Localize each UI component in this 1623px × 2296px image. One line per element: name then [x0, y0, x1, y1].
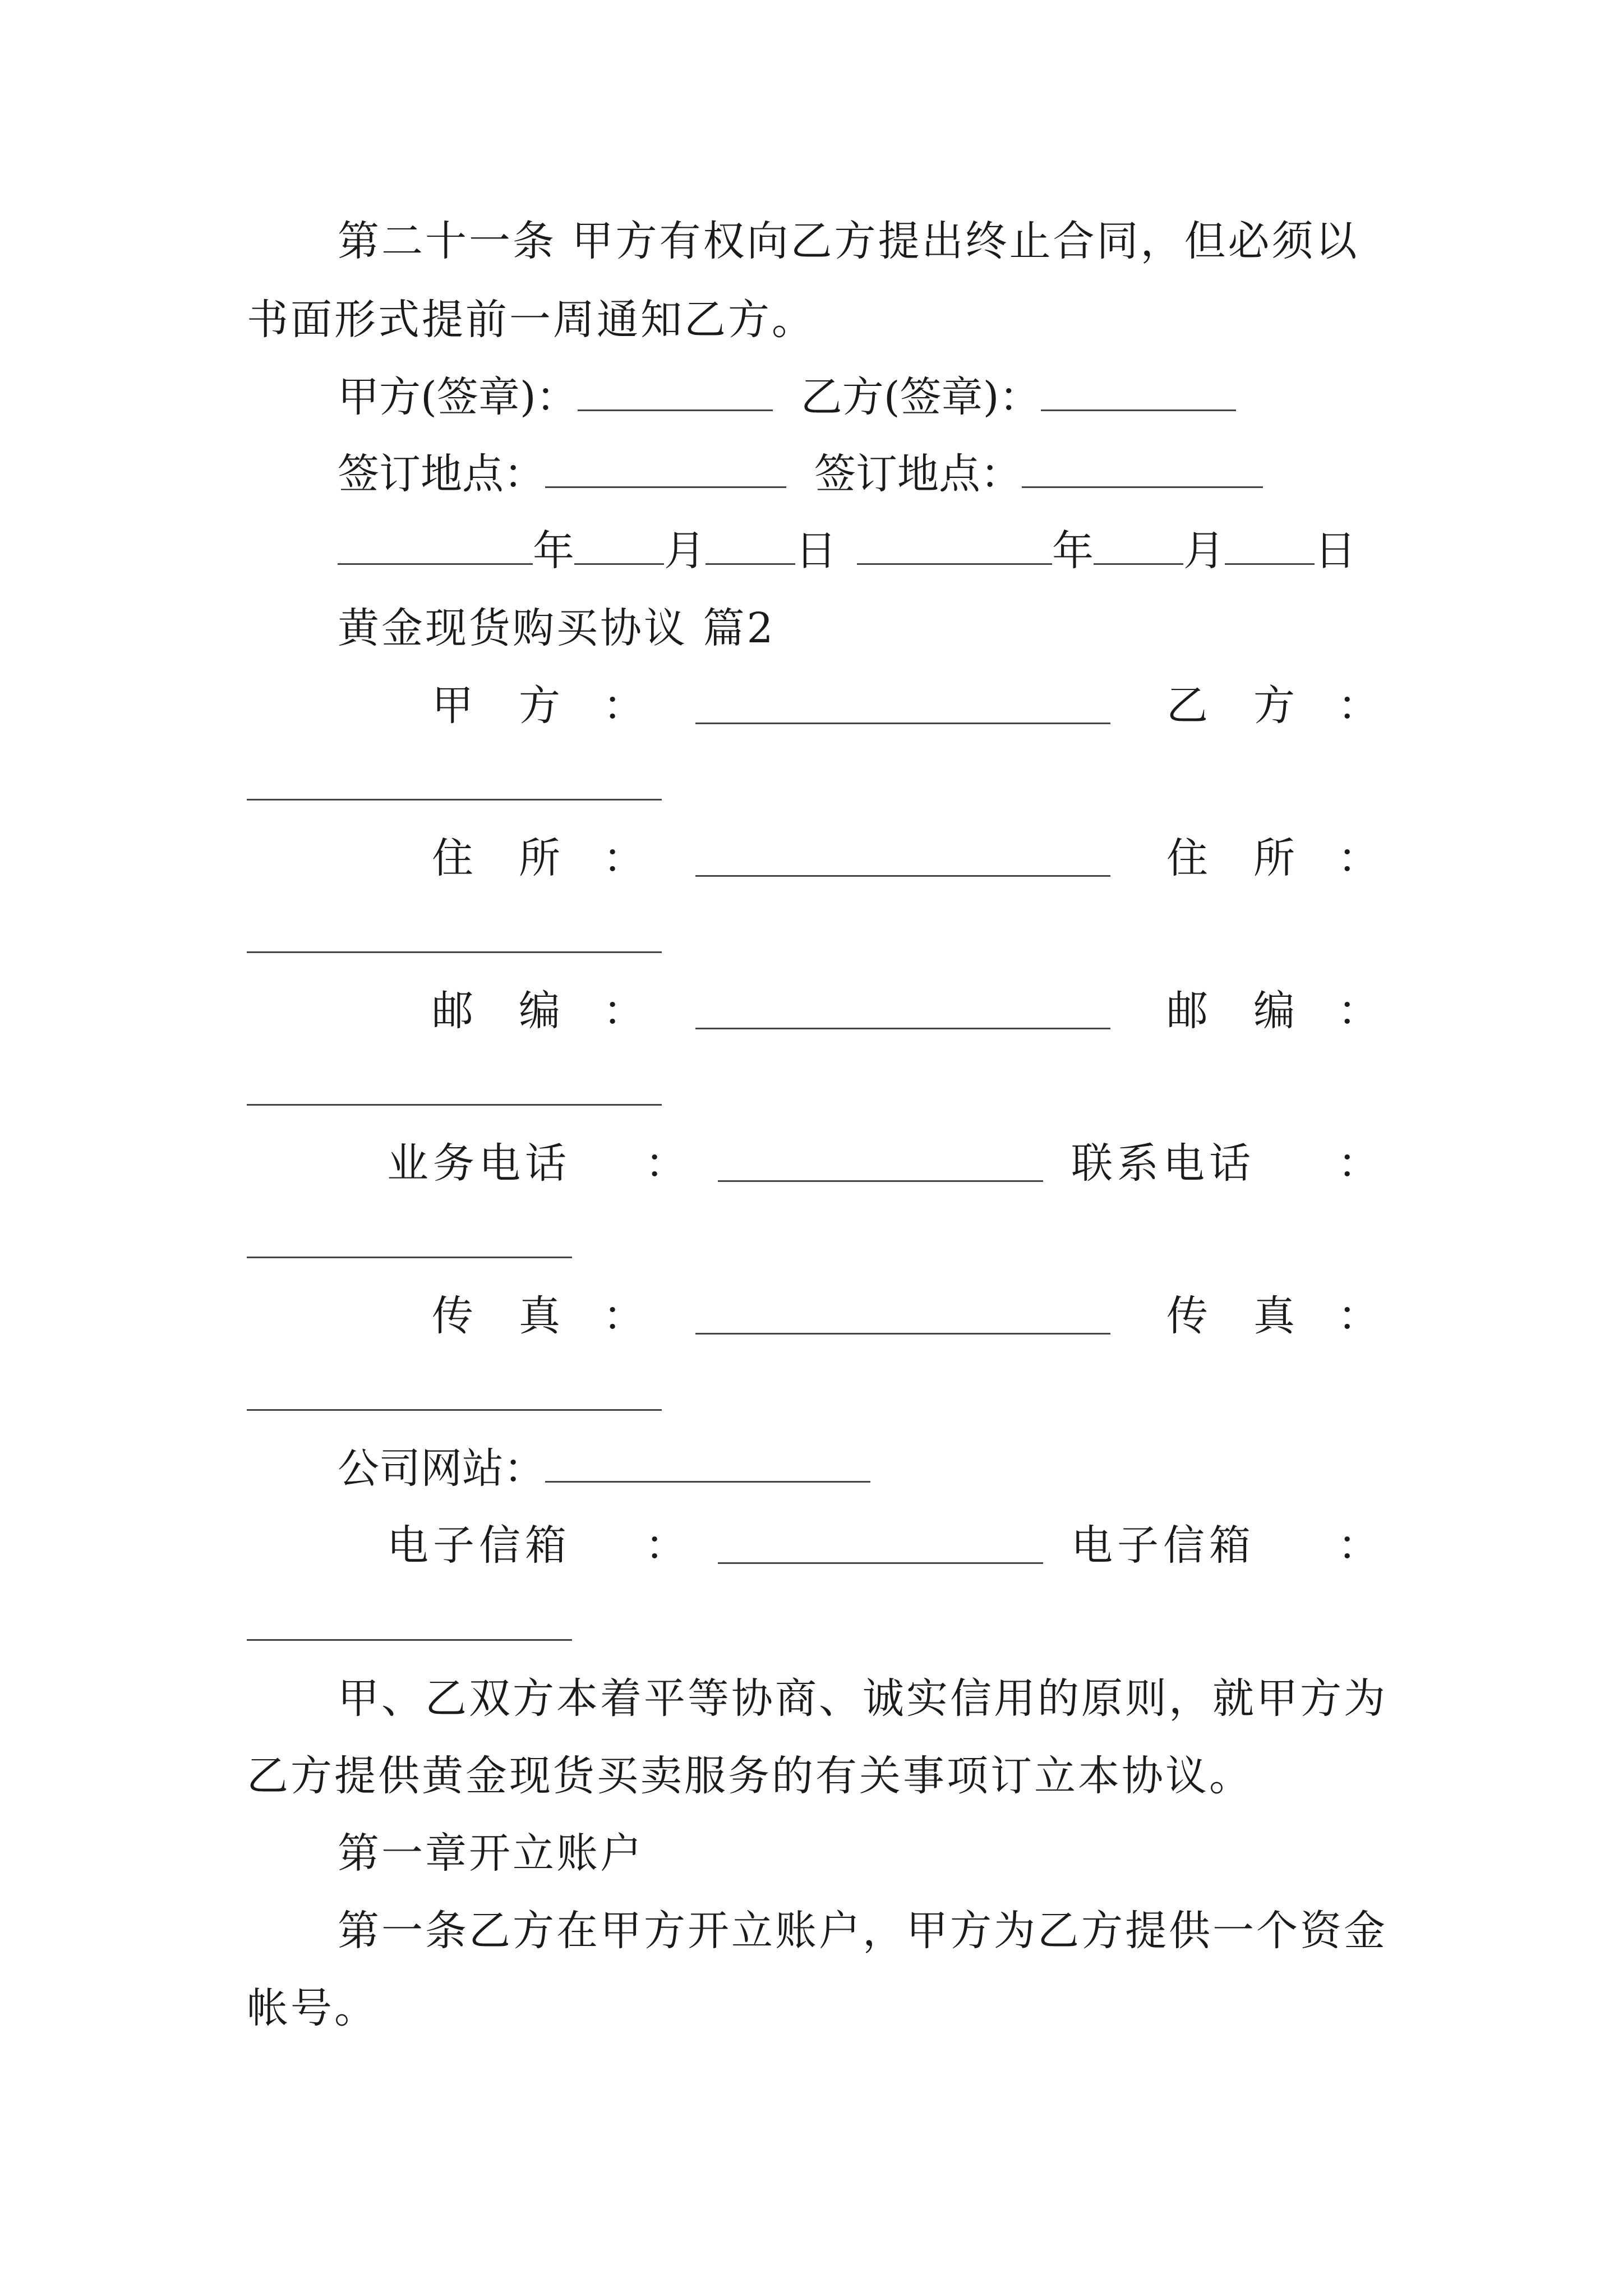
email-a-char-4: 箱	[525, 1521, 566, 1570]
intro-paragraph-line-1: 甲、乙双方本着平等协商、诚实信用的原则，就甲方为	[338, 1674, 1387, 1723]
contact-phone-blank[interactable]	[247, 1257, 572, 1258]
day-b-label: 日	[1315, 527, 1356, 575]
postcode-b-blank[interactable]	[247, 1104, 662, 1106]
fax-a-colon: ：	[603, 1292, 644, 1340]
party-a-blank[interactable]	[695, 723, 1110, 724]
year-b-label: 年	[1052, 527, 1094, 575]
article-1-line-1: 第一条乙方在甲方开立账户，甲方为乙方提供一个资金	[338, 1907, 1387, 1955]
email-b-blank[interactable]	[247, 1639, 572, 1641]
party-b-blank[interactable]	[247, 799, 662, 800]
address-a-blank[interactable]	[695, 875, 1110, 877]
place-a-label: 签订地点：	[338, 450, 545, 498]
postcode-a-char-1: 邮	[432, 987, 473, 1035]
business-phone-blank[interactable]	[718, 1180, 1043, 1182]
fax-b-char-1: 传	[1166, 1292, 1208, 1340]
address-a-char-2: 所	[519, 834, 560, 882]
fax-a-char-1: 传	[432, 1292, 473, 1340]
fax-a-char-2: 真	[519, 1292, 560, 1340]
address-b-char-1: 住	[1166, 834, 1208, 882]
email-a-char-1: 电	[387, 1521, 428, 1570]
section-heading: 黄金现货购买协议 篇2	[338, 604, 776, 652]
place-b-label: 签订地点：	[814, 450, 1022, 498]
email-b-colon: ：	[1338, 1521, 1379, 1570]
party-a-char-1: 甲	[432, 682, 473, 730]
contact-phone-char-2: 系	[1117, 1139, 1159, 1188]
contact-phone-char-3: 电	[1163, 1139, 1205, 1188]
website-line	[338, 1441, 1482, 1497]
month-b-blank[interactable]	[1094, 524, 1183, 565]
article-1-line-2: 帐号。	[247, 1984, 378, 2032]
day-a-label: 日	[795, 527, 837, 575]
business-phone-char-3: 电	[479, 1139, 520, 1188]
email-b-char-1: 电	[1071, 1521, 1113, 1570]
article-21-line-2: 书面形式提前一周通知乙方。	[247, 296, 815, 344]
party-b-char-1: 乙	[1166, 682, 1208, 730]
fax-b-char-2: 真	[1253, 1292, 1295, 1340]
email-a-blank[interactable]	[718, 1562, 1043, 1564]
signature-line	[338, 369, 1482, 425]
fax-b-colon: ：	[1338, 1292, 1379, 1340]
postcode-a-char-2: 编	[519, 987, 560, 1035]
postcode-b-colon: ：	[1338, 987, 1379, 1035]
contact-phone-colon: ：	[1338, 1139, 1379, 1188]
year-a-blank[interactable]	[338, 524, 533, 565]
fax-a-blank[interactable]	[695, 1333, 1110, 1335]
place-a-blank[interactable]	[545, 447, 786, 488]
party-b-sign-label: 乙方(签章)：	[800, 373, 1041, 421]
month-a-blank[interactable]	[574, 524, 664, 565]
postcode-a-colon: ：	[603, 987, 644, 1035]
email-a-colon: ：	[645, 1521, 686, 1570]
postcode-b-char-2: 编	[1253, 987, 1295, 1035]
address-a-char-1: 住	[432, 834, 473, 882]
party-a-sign-blank[interactable]	[578, 370, 773, 411]
business-phone-char-4: 话	[525, 1139, 566, 1188]
email-a-char-2: 子	[433, 1521, 474, 1570]
article-21-line-1: 第二十一条 甲方有权向乙方提出终止合同，但必须以	[338, 217, 1359, 265]
fax-b-blank[interactable]	[247, 1409, 662, 1411]
website-label: 公司网站：	[338, 1444, 545, 1493]
business-phone-char-1: 业	[387, 1139, 428, 1188]
party-a-sign-label: 甲方(签章)：	[338, 373, 578, 421]
place-b-blank[interactable]	[1022, 447, 1263, 488]
day-a-blank[interactable]	[706, 524, 795, 565]
intro-paragraph-line-2: 乙方提供黄金现货买卖服务的有关事项订立本协议。	[247, 1752, 1253, 1800]
address-b-blank[interactable]	[247, 951, 662, 953]
postcode-b-char-1: 邮	[1166, 987, 1208, 1035]
party-b-char-2: 方	[1253, 682, 1295, 730]
postcode-a-blank[interactable]	[695, 1028, 1110, 1029]
chapter-1-heading: 第一章开立账户	[338, 1829, 644, 1878]
email-b-char-2: 子	[1117, 1521, 1159, 1570]
address-b-char-2: 所	[1253, 834, 1295, 882]
month-a-label: 月	[664, 527, 706, 575]
party-a-char-2: 方	[519, 682, 560, 730]
month-b-label: 月	[1183, 527, 1225, 575]
address-b-colon: ：	[1338, 834, 1379, 882]
signing-place-line	[338, 446, 1482, 502]
year-a-label: 年	[533, 527, 574, 575]
party-b-sign-blank[interactable]	[1041, 370, 1236, 411]
email-a-char-3: 信	[479, 1521, 520, 1570]
business-phone-colon: ：	[645, 1139, 686, 1188]
business-phone-char-2: 务	[433, 1139, 474, 1188]
year-b-blank[interactable]	[857, 524, 1052, 565]
email-b-char-3: 信	[1163, 1521, 1205, 1570]
party-a-colon: ：	[603, 682, 644, 730]
party-b-colon: ：	[1338, 682, 1379, 730]
contact-phone-char-1: 联	[1071, 1139, 1113, 1188]
day-b-blank[interactable]	[1225, 524, 1315, 565]
address-a-colon: ：	[603, 834, 644, 882]
date-line	[338, 523, 1482, 579]
website-blank[interactable]	[545, 1442, 870, 1483]
email-b-char-4: 箱	[1209, 1521, 1251, 1570]
contact-phone-char-4: 话	[1209, 1139, 1251, 1188]
